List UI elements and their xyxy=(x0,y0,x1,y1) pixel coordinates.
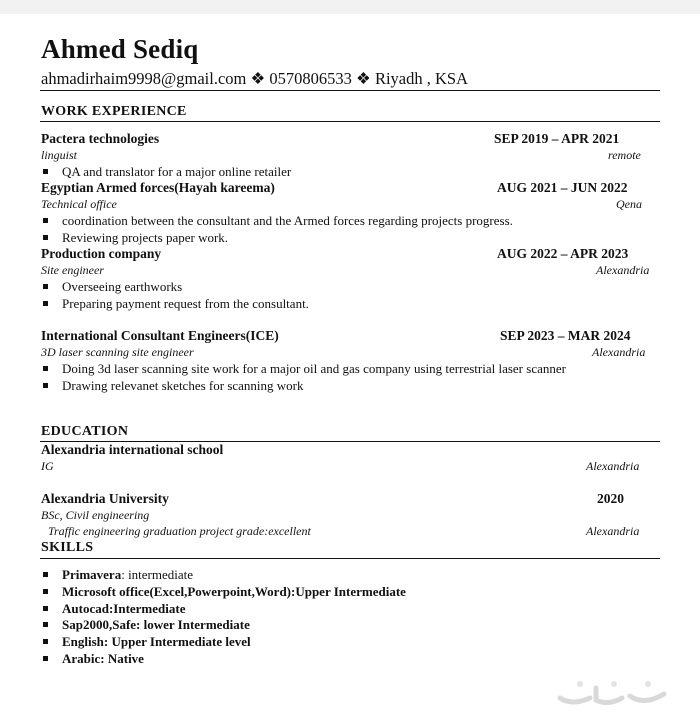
job-bullet: Preparing payment request from the consultant. xyxy=(41,296,309,312)
skill-item: Sap2000,Safe: lower Intermediate xyxy=(41,617,250,633)
skill-item: English: Upper Intermediate level xyxy=(41,634,251,650)
job-dates: AUG 2022 – APR 2023 xyxy=(497,246,629,261)
section-title-education: EDUCATION xyxy=(41,424,129,439)
bullet-icon xyxy=(43,572,48,577)
job-bullet: Drawing relevanet sketches for scanning work xyxy=(41,378,304,394)
job-organization: International Consultant Engineers(ICE) xyxy=(41,328,279,343)
top-edge xyxy=(0,0,700,14)
job-organization: Egyptian Armed forces(Hayah kareema) xyxy=(41,180,275,195)
bullet-icon xyxy=(43,169,48,174)
job-role: Technical office xyxy=(41,197,117,211)
skill-item: Microsoft office(Excel,Powerpoint,Word):Upper Intermediate xyxy=(41,584,406,600)
job-dates: AUG 2021 – JUN 2022 xyxy=(497,180,628,195)
work-divider xyxy=(40,121,660,122)
job-organization: Production company xyxy=(41,246,162,261)
job-bullet: coordination between the consultant and the Armed forces regarding projects progress. xyxy=(41,213,513,229)
job-dates: SEP 2019 – APR 2021 xyxy=(494,131,620,146)
bullet-icon xyxy=(43,235,48,240)
school-detail: BSc, Civil engineering xyxy=(41,508,150,522)
school-project: Traffic engineering graduation project grade:excellent xyxy=(48,524,311,538)
school-date: 2020 xyxy=(597,491,624,506)
header-divider xyxy=(40,90,660,91)
school-location: Alexandria xyxy=(586,524,640,538)
bullet-icon xyxy=(43,656,48,661)
school-detail: IG xyxy=(41,459,54,473)
job-bullet: Overseeing earthworks xyxy=(41,279,182,295)
skills-divider xyxy=(40,558,660,559)
job-organization: Pactera technologies xyxy=(41,131,160,146)
skill-item: Primavera: intermediate xyxy=(41,567,193,583)
skill-item: Arabic: Native xyxy=(41,651,144,667)
bullet-icon xyxy=(43,639,48,644)
bullet-icon xyxy=(43,383,48,388)
job-role: linguist xyxy=(41,148,78,162)
section-title-skills: SKILLS xyxy=(41,540,94,555)
watermark-logo-icon xyxy=(552,676,672,710)
school-name: Alexandria University xyxy=(41,491,169,506)
job-role: Site engineer xyxy=(41,263,104,277)
job-role: 3D laser scanning site engineer xyxy=(41,345,194,359)
skill-item: Autocad:Intermediate xyxy=(41,601,185,617)
job-location: Alexandria xyxy=(596,263,650,277)
job-location: remote xyxy=(608,148,641,162)
candidate-name: Ahmed Sediq xyxy=(41,34,199,64)
bullet-icon xyxy=(43,301,48,306)
job-bullet: Doing 3d laser scanning site work for a major oil and gas company using terrestrial laser scanner xyxy=(41,361,566,377)
school-name: Alexandria international school xyxy=(41,442,224,457)
job-location: Alexandria xyxy=(592,345,646,359)
bullet-icon xyxy=(43,284,48,289)
job-bullet: Reviewing projects paper work. xyxy=(41,230,228,246)
job-location: Qena xyxy=(616,197,642,211)
job-dates: SEP 2023 – MAR 2024 xyxy=(500,328,631,343)
bullet-icon xyxy=(43,606,48,611)
bullet-icon xyxy=(43,622,48,627)
section-title-work: WORK EXPERIENCE xyxy=(41,104,187,119)
job-bullet: QA and translator for a major online retailer xyxy=(41,164,291,180)
school-location: Alexandria xyxy=(586,459,640,473)
bullet-icon xyxy=(43,589,48,594)
bullet-icon xyxy=(43,218,48,223)
contact-line: ahmadirhaim9998@gmail.com ❖ 0570806533 ❖ Riyadh , KSA xyxy=(41,69,468,88)
bullet-icon xyxy=(43,366,48,371)
